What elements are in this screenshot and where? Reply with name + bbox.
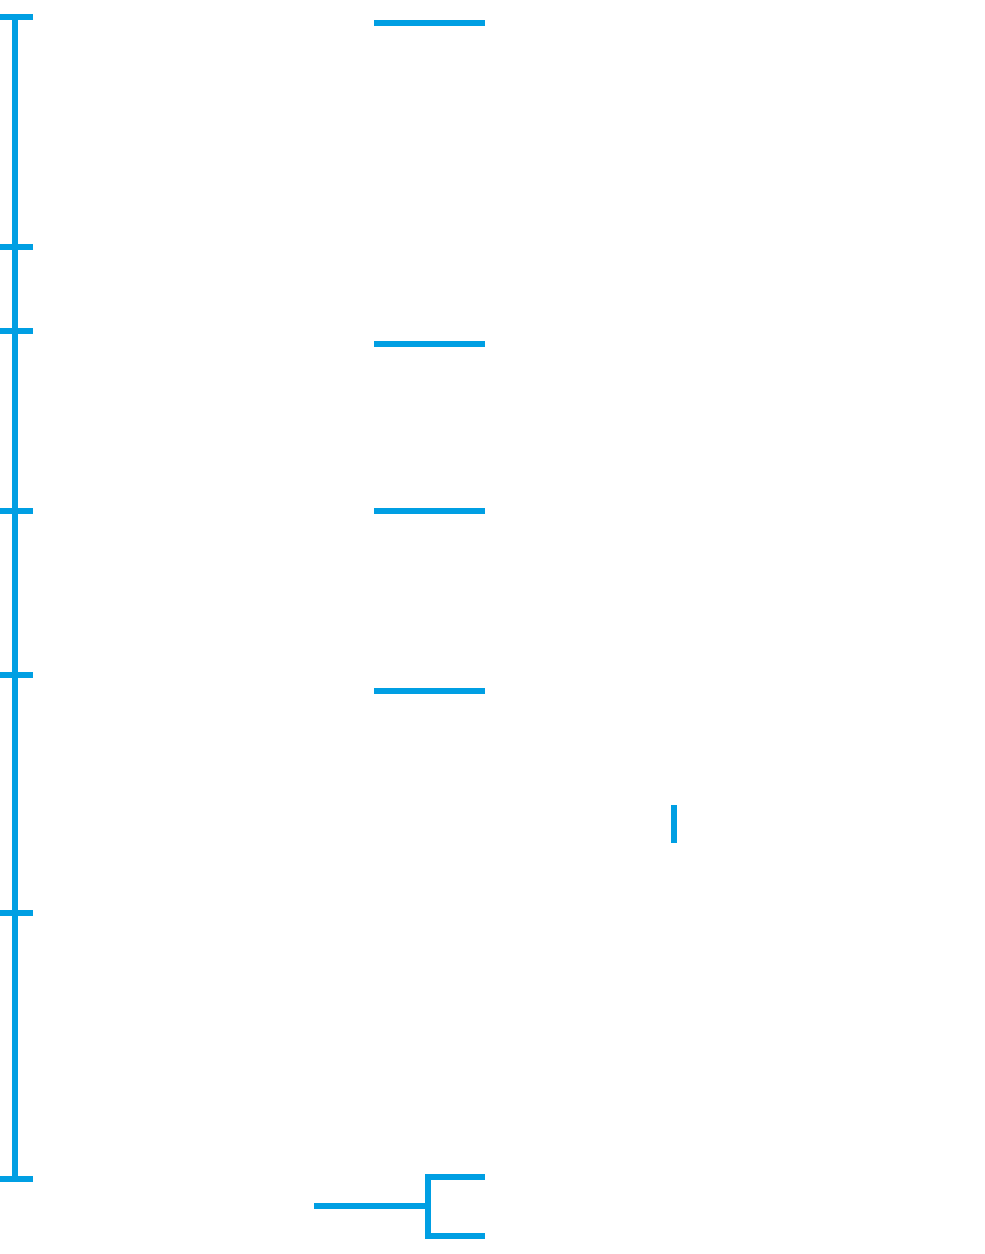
connector-lines	[0, 15, 674, 1239]
